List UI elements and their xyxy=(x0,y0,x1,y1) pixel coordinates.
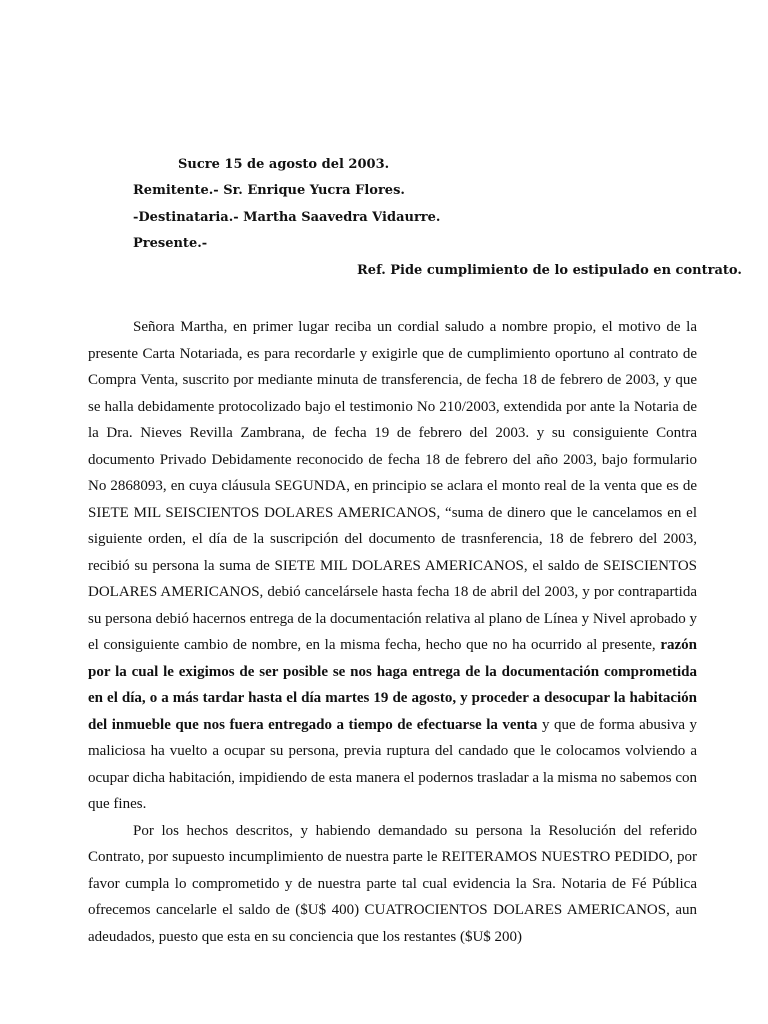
paragraph-1-text: Señora Martha, en primer lugar reciba un cordial saludo a nombre propio, el motivo de la presente Carta Notariada, es para recordarle y exigirle que de cumplimiento oportuno al contrato de Compra Venta, suscrito por mediante minuta de transferencia, de fecha 18 de febrero de 2003, y que se halla debidamente protocolizado bajo el testimonio No 210/2003, extendida por ante la Notaria de la Dra. Nieves Revilla Zambrana, de fecha 19 de febrero del 2003. y su consiguiente Contra documento Privado Debidamente reconocido de fecha 18 de febrero del año 2003, bajo formulario No 2868093, en cuya cláusula SEGUNDA, en principio se aclara el monto real de la venta que es de SIETE MIL SEISCIENTOS DOLARES AMERICANOS, “suma de dinero que le cancelamos en el siguiente orden, el día de la suscripción del documento de trasnferencia, 18 de febrero del 2003, recibió su persona la suma de SIETE MIL DOLARES AMERICANOS, el saldo de SEISCIENTOS DOLARES AMERICANOS, debió cancelársele hasta fecha 18 de abril del 2003, y por contrapartida su persona debió hacernos entrega de la documentación relativa al plano de Línea y Nivel aprobado y el consiguiente cambio de nombre, en la misma fecha, hecho que no ha ocurrido al presente, xyxy=(88,319,697,653)
date-line: Sucre 15 de agosto del 2003. xyxy=(178,157,390,172)
sender-line: Remitente.- Sr. Enrique Yucra Flores. xyxy=(133,183,405,198)
paragraph-1-bold-text: razón por la cual le exigimos de ser posible se nos haga entrega de la documentación comprometida en el día, o a más tardar hasta el día martes 19 de agosto, y proceder a desocupar la habitación del inmueble que nos fuera entregado a tiempo de efectuarse la venta xyxy=(88,637,697,733)
paragraph-1-text-end: y que de forma abusiva y maliciosa ha vuelto a ocupar su persona, previa ruptura del candado que le colocamos volviendo a ocupar dicha habitación, impidiendo de esta manera el podernos trasladar a la misma no sabemos con que fines. xyxy=(88,716,697,812)
paragraph-1 xyxy=(88,314,697,818)
presente-line: Presente.- xyxy=(133,236,208,251)
reference-line: Ref. Pide cumplimiento de lo estipulado en contrato. xyxy=(357,263,742,278)
recipient-line: -Destinataria.- Martha Saavedra Vidaurre. xyxy=(133,210,441,225)
paragraph-2: Por los hechos descritos, y habiendo demandado su persona la Resolución del referido Contrato, por supuesto incumplimiento de nuestra parte le REITERAMOS NUESTRO PEDIDO, por favor cumpla lo comprometido y de nuestra parte tal cual evidencia la Sra. Notaria de Fé Pública ofrecemos cancelarle el saldo de ($U$ 400) CUATROCIENTOS DOLARES AMERICANOS, aun adeudados, puesto que esta en su conciencia que los restantes ($U$ 200) xyxy=(88,822,697,945)
letter-body xyxy=(88,314,697,950)
